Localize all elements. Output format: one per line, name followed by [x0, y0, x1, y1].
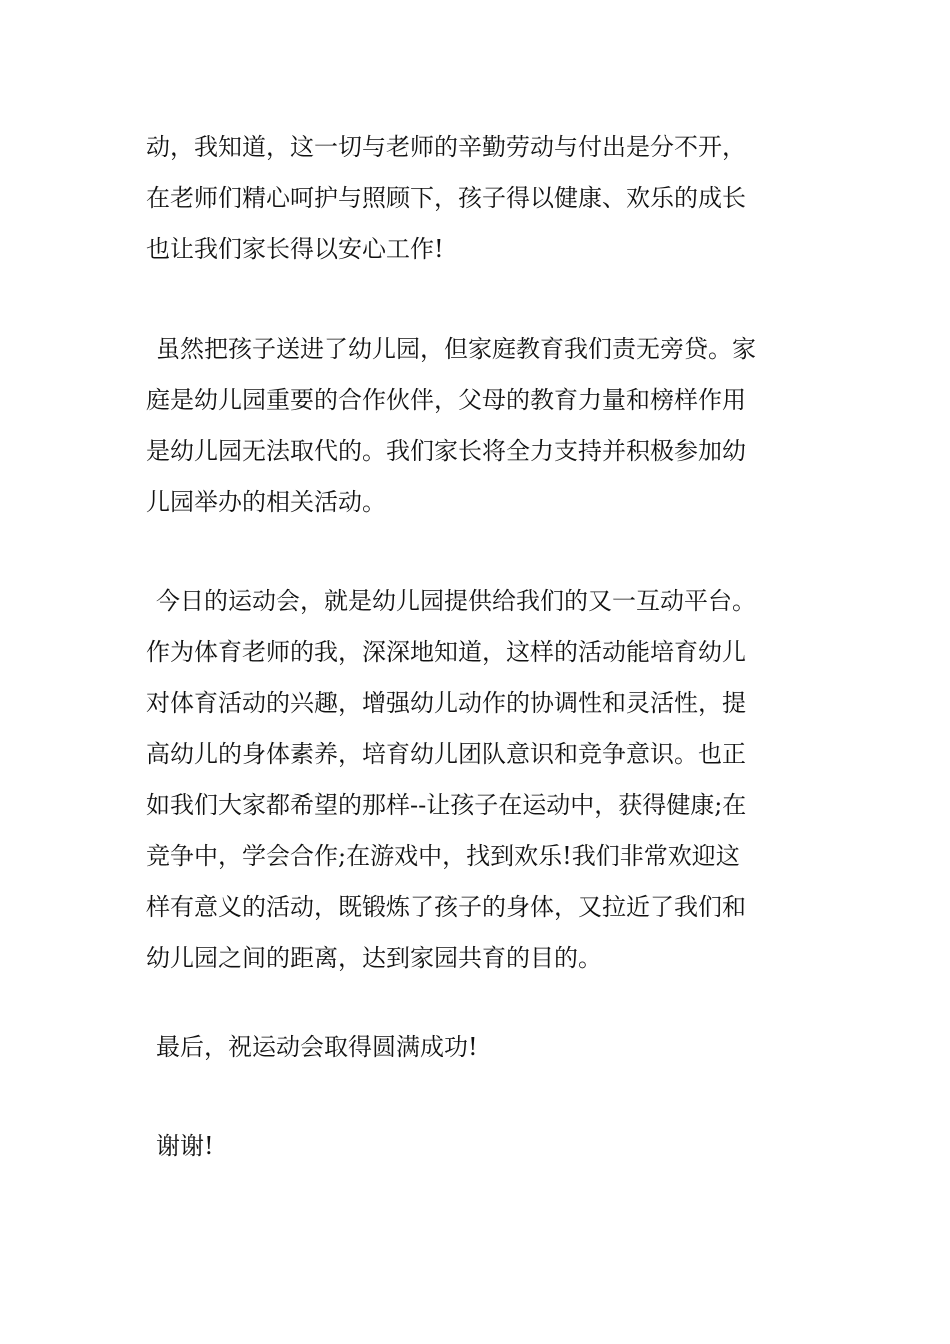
paragraph-closing: [146, 1022, 820, 1073]
paragraph-line: 作为体育老师的我，深深地知道，这样的活动能培育幼儿: [146, 638, 746, 666]
paragraph-line: 是幼儿园无法取代的。我们家长将全力支持并积极参加幼: [146, 437, 746, 465]
paragraph-line: 谢谢!: [156, 1132, 214, 1160]
paragraph-line: 最后，祝运动会取得圆满成功!: [156, 1033, 478, 1061]
paragraph-1: [146, 122, 810, 275]
paragraph-line: 竞争中，学会合作;在游戏中，找到欢乐!我们非常欢迎这: [146, 842, 740, 870]
paragraph-line: 如我们大家都希望的那样--让孩子在运动中，获得健康;在: [146, 791, 747, 819]
paragraph-line: 庭是幼儿园重要的合作伙伴，父母的教育力量和榜样作用: [146, 386, 746, 414]
paragraph-line: 在老师们精心呵护与照顾下，孩子得以健康、欢乐的成长: [146, 184, 746, 212]
paragraph-2: [146, 324, 820, 528]
paragraph-line: 幼儿园之间的距离，达到家园共育的目的。: [146, 944, 602, 972]
paragraph-line: 对体育活动的兴趣，增强幼儿动作的协调性和灵活性，提: [146, 689, 746, 717]
paragraph-3: [146, 576, 820, 984]
paragraph-thanks: [146, 1121, 820, 1172]
paragraph-line: 高幼儿的身体素养，培育幼儿团队意识和竞争意识。也正: [146, 740, 746, 768]
paragraph-line: 虽然把孩子送进了幼儿园，但家庭教育我们责无旁贷。家: [156, 335, 756, 363]
paragraph-line: 动，我知道，这一切与老师的辛勤劳动与付出是分不开，: [146, 133, 746, 161]
paragraph-line: 今日的运动会，就是幼儿园提供给我们的又一互动平台。: [156, 587, 756, 615]
paragraph-line: 样有意义的活动，既锻炼了孩子的身体，又拉近了我们和: [146, 893, 746, 921]
paragraph-line: 也让我们家长得以安心工作!: [146, 235, 444, 263]
paragraph-line: 儿园举办的相关活动。: [146, 488, 386, 516]
